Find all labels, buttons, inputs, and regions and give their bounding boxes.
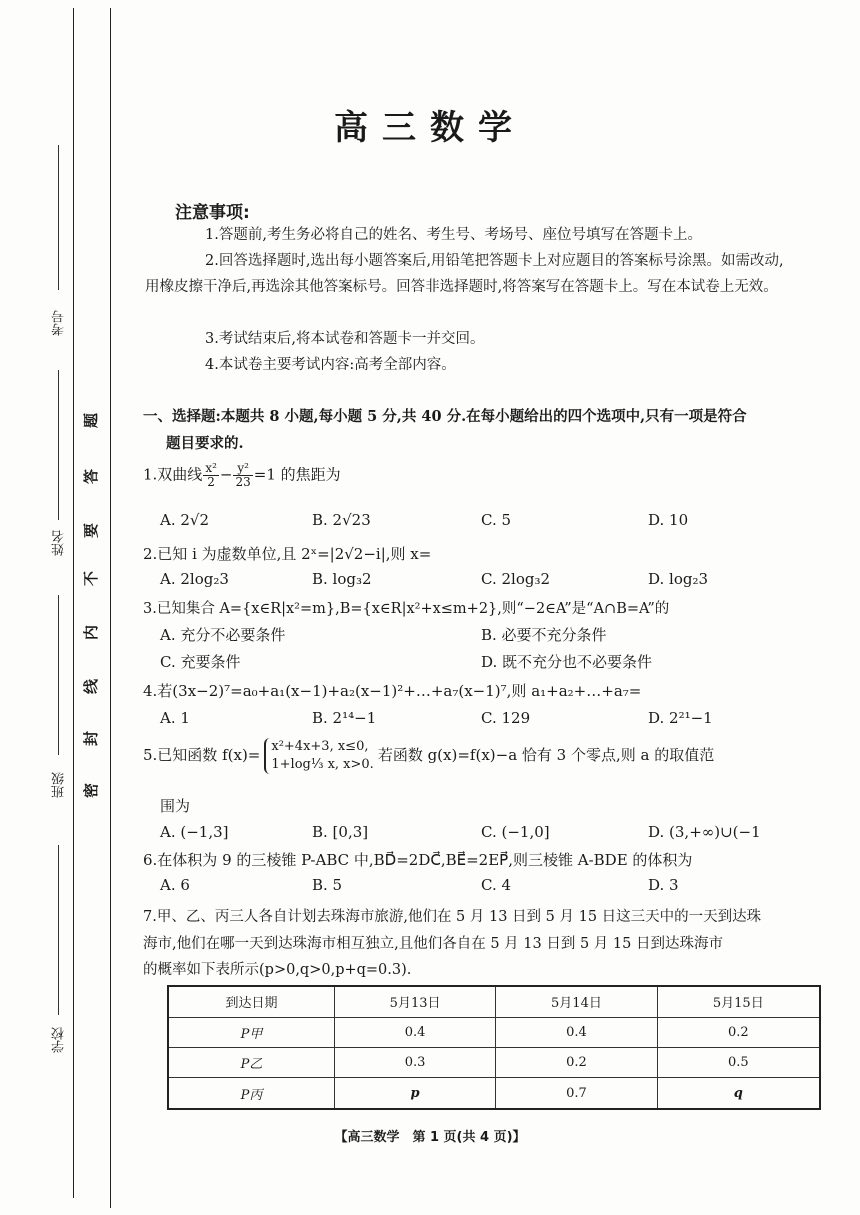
q4-option-d: D. 2²¹−1 <box>648 709 713 727</box>
q5-suffix: 若函数 g(x)=f(x)−a 恰有 3 个零点,则 a 的取值范 <box>377 746 715 764</box>
question-4-stem: 4.若(3x−2)⁷=a₀+a₁(x−1)+a₂(x−1)²+…+a₇(x−1)⁷,则 a₁+a₂+…+a₇= <box>143 682 642 700</box>
section-heading: 一、选择题:本题共 8 小题,每小题 5 分,共 40 分.在每小题给出的四个选项中,只有一项是符合 <box>143 408 747 425</box>
q6-option-a: A. 6 <box>160 876 190 894</box>
binding-line-outer <box>73 8 74 1198</box>
question-5-stem <box>143 738 714 774</box>
table-cell: 0.4 <box>334 1017 495 1047</box>
seal-char: 题 <box>82 412 101 429</box>
q1-option-b: B. 2√23 <box>312 511 371 529</box>
seal-char: 线 <box>82 678 101 695</box>
table-row <box>168 1047 820 1077</box>
table-cell: 0.4 <box>496 1017 657 1047</box>
question-5-stem-cont: 围为 <box>160 797 191 815</box>
seal-char: 封 <box>82 730 101 747</box>
table-header: 5月13日 <box>334 986 495 1017</box>
table-cell: P乙 <box>168 1047 334 1077</box>
q2-option-d: D. log₂3 <box>648 570 709 588</box>
q3-option-d: D. 既不充分也不必要条件 <box>481 653 653 671</box>
probability-table <box>167 985 821 1110</box>
q1-suffix: =1 的焦距为 <box>253 465 341 484</box>
notes-heading: 注意事项: <box>175 203 250 223</box>
school-label: 学校 <box>52 1027 67 1053</box>
q5-option-b: B. [0,3] <box>312 823 369 841</box>
table-row <box>168 1017 820 1047</box>
page-title: 高三数学 <box>334 108 526 148</box>
table-cell: 0.5 <box>657 1047 820 1077</box>
q5-option-d: D. (3,+∞)∪(−1 <box>648 823 761 841</box>
q4-option-c: C. 129 <box>481 709 531 727</box>
question-7-stem: 7.甲、乙、丙三人各自计划去珠海市旅游,他们在 5 月 13 日到 5 月 15 日这三天中的一天到达珠 <box>143 909 762 925</box>
table-header-row <box>168 986 820 1017</box>
class-blank <box>58 595 59 755</box>
seal-char: 内 <box>82 624 101 641</box>
table-cell: 0.2 <box>496 1047 657 1077</box>
q6-option-d: D. 3 <box>648 876 679 894</box>
q1-minus: − <box>219 465 233 484</box>
table-cell: P丙 <box>168 1078 334 1109</box>
seal-char: 答 <box>82 468 101 485</box>
q5-case-2: 1+log⅓ x, x>0. <box>271 757 374 772</box>
q1-fraction-x <box>203 462 219 489</box>
binding-line-inner <box>110 8 111 1208</box>
question-3-stem: 3.已知集合 A={x∈R|x²=m},B={x∈R|x²+x≤m+2},则“−2∈A”是“A∩B=A”的 <box>143 601 670 617</box>
table-cell: 0.2 <box>657 1017 820 1047</box>
q6-option-c: C. 4 <box>481 876 512 894</box>
q2-option-b: B. log₃2 <box>312 570 372 588</box>
q1-frac2-den: 23 <box>235 475 251 489</box>
q6-option-b: B. 5 <box>312 876 343 894</box>
class-label: 班级 <box>52 772 67 798</box>
q3-option-b: B. 必要不充分条件 <box>481 626 607 644</box>
question-1-stem <box>143 462 341 489</box>
table-header: 5月14日 <box>496 986 657 1017</box>
q1-frac1-num: x² <box>205 461 217 475</box>
table-cell: P甲 <box>168 1017 334 1047</box>
table-cell: 0.3 <box>334 1047 495 1077</box>
question-7-stem-3: 的概率如下表所示(p>0,q>0,p+q=0.3). <box>143 962 412 978</box>
question-7-stem-2: 海市,他们在哪一天到达珠海市相互独立,且他们各自在 5 月 13 日到 5 月 15 日到达珠海市 <box>143 936 723 952</box>
q2-option-a: A. 2log₂3 <box>160 570 229 588</box>
seal-char: 要 <box>82 522 101 539</box>
table-cell: p <box>334 1078 495 1109</box>
note-item-1: 1.答题前,考生务必将自己的姓名、考生号、考场号、座位号填写在答题卡上。 <box>205 227 702 243</box>
note-item-4: 4.本试卷主要考试内容:高考全部内容。 <box>205 357 456 373</box>
q3-option-a: A. 充分不必要条件 <box>160 626 286 644</box>
q3-option-c: C. 充要条件 <box>160 653 241 671</box>
q4-option-b: B. 2¹⁴−1 <box>312 709 377 727</box>
table-header: 5月15日 <box>657 986 820 1017</box>
table-row <box>168 1078 820 1109</box>
q1-prefix: 1.双曲线 <box>143 465 203 484</box>
school-blank <box>58 845 59 1015</box>
table-cell: q <box>657 1078 820 1109</box>
table-header: 到达日期 <box>168 986 334 1017</box>
seal-char: 密 <box>82 782 101 799</box>
q1-option-c: C. 5 <box>481 511 512 529</box>
q5-option-a: A. (−1,3] <box>160 823 229 841</box>
q5-piecewise <box>264 738 373 774</box>
question-2-stem: 2.已知 i 为虚数单位,且 2ˣ=|2√2−i|,则 x= <box>143 545 432 563</box>
note-item-3: 3.考试结束后,将本试卷和答题卡一并交回。 <box>205 331 485 347</box>
q2-option-c: C. 2log₃2 <box>481 570 551 588</box>
q1-frac2-num: y² <box>233 462 252 476</box>
q5-option-c: C. (−1,0] <box>481 823 550 841</box>
exam-no-label: 考号 <box>52 310 67 336</box>
table-cell: 0.7 <box>496 1078 657 1109</box>
q1-fraction-y <box>233 462 252 489</box>
name-blank <box>58 370 59 520</box>
q1-option-a: A. 2√2 <box>160 511 210 529</box>
section-heading-cont: 题目要求的. <box>166 435 244 452</box>
q4-option-a: A. 1 <box>160 709 190 727</box>
exam-no-blank <box>58 145 59 290</box>
q1-frac1-den: 2 <box>207 475 215 489</box>
page-footer: 【高三数学 第 1 页(共 4 页)】 <box>334 1130 526 1145</box>
seal-char: 不 <box>82 570 101 587</box>
name-label: 姓名 <box>52 530 67 556</box>
question-6-stem: 6.在体积为 9 的三棱锥 P-ABC 中,BD⃗=2DC⃗,BE⃗=2EP⃗,则三棱锥 A-BDE 的体积为 <box>143 851 693 869</box>
q1-option-d: D. 10 <box>648 511 689 529</box>
q5-prefix: 5.已知函数 f(x)= <box>143 746 261 764</box>
note-item-2: 2.回答选择题时,选出每小题答案后,用铅笔把答题卡上对应题目的答案标号涂黑。如需改动,用橡皮擦干净后,再选涂其他答案标号。回答非选择题时,将答案写在答题卡上。写在本试卷上无效。 <box>145 253 784 295</box>
q5-case-1: x²+4x+3, x≤0, <box>271 739 369 754</box>
